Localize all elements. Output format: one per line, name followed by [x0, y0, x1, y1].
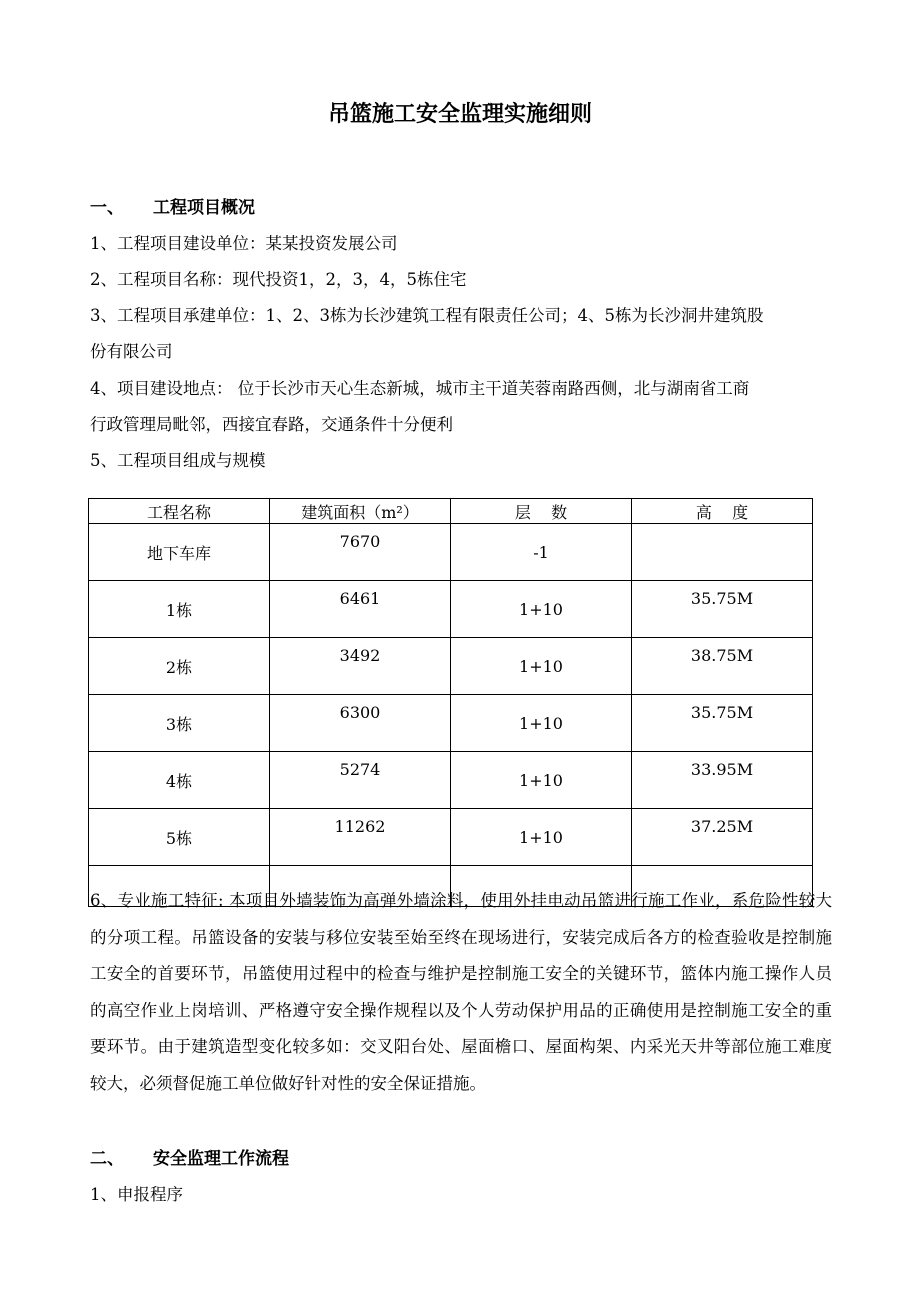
table-cell: 2栋 [89, 638, 270, 695]
header-cell: 工程名称 [89, 499, 270, 524]
section-label: 安全监理工作流程 [153, 1149, 289, 1169]
table-cell: 11262 [270, 809, 451, 866]
table-cell: 3492 [270, 638, 451, 695]
header-cell: 层 数 [451, 499, 632, 524]
table-cell: 6300 [270, 695, 451, 752]
table-cell: 33.95M [632, 752, 813, 809]
header-cell: 高 度 [632, 499, 813, 524]
table-cell: 5274 [270, 752, 451, 809]
table-cell: 37.25M [632, 809, 813, 866]
section-heading-1 [90, 193, 255, 218]
table-cell: 3栋 [89, 695, 270, 752]
item-4: 4、项目建设地点： 位于长沙市天心生态新城，城市主干道芙蓉南路西侧，北与湖南省工商 [90, 379, 750, 398]
table-cell: 1+10 [451, 581, 632, 638]
table-cell: 35.75M [632, 581, 813, 638]
table-row [89, 581, 813, 638]
item-3: 3、工程项目承建单位：1、2、3栋为长沙建筑工程有限责任公司；4、5栋为长沙洞井建筑股 [90, 306, 764, 325]
table-cell: 6461 [270, 581, 451, 638]
table-row [89, 695, 813, 752]
table-cell: -1 [451, 524, 632, 581]
item-1: 1、工程项目建设单位：某某投资发展公司 [90, 234, 398, 253]
section-label: 工程项目概况 [153, 198, 255, 218]
table-cell: 35.75M [632, 695, 813, 752]
project-scale-table [88, 498, 813, 907]
table-cell [632, 524, 813, 581]
item-2: 2、工程项目名称：现代投资1，2，3，4，5栋住宅 [90, 270, 467, 289]
item-6-paragraph: 6、专业施工特征: 本项目外墙装饰为高弹外墙涂料，使用外挂电动吊篮进行施工作业，系危险性较大的分项工程。吊篮设备的安装与移位安装至始至终在现场进行，安装完成后各方的检查验收是控制施工安全的首要环节，吊篮使用过程中的检查与维护是控制施工安全的关键环节，篮体内施工操作人员的高空作业上岗培训、严格遵守安全操作规程以及个人劳动保护用品的正确使用是控制施工安全的重要环节。由于建筑造型变化较多如：交叉阳台处、屋面檐口、屋面构架、内采光天井等部位施工难度较大，必须督促施工单位做好针对性的安全保证措施。 [90, 891, 832, 1093]
section-heading-2 [90, 1144, 289, 1169]
table-row [89, 809, 813, 866]
table-row [89, 752, 813, 809]
header-cell: 建筑面积（m²） [270, 499, 451, 524]
table-cell: 地下车库 [89, 524, 270, 581]
item-4-cont: 行政管理局毗邻，西接宜春路，交通条件十分便利 [90, 415, 453, 434]
table-header-row [89, 499, 813, 524]
table-cell: 1+10 [451, 809, 632, 866]
table-cell: 1+10 [451, 638, 632, 695]
item-declare: 1、申报程序 [90, 1185, 183, 1204]
table-cell: 4栋 [89, 752, 270, 809]
item-5: 5、工程项目组成与规模 [90, 451, 266, 470]
table-cell: 5栋 [89, 809, 270, 866]
table-row [89, 638, 813, 695]
table-cell: 7670 [270, 524, 451, 581]
table-cell: 1栋 [89, 581, 270, 638]
table-cell: 38.75M [632, 638, 813, 695]
item-3-cont: 份有限公司 [90, 342, 173, 361]
table-cell: 1+10 [451, 752, 632, 809]
section-number: 一、 [90, 198, 124, 218]
table-row [89, 524, 813, 581]
document-title: 吊篮施工安全监理实施细则 [327, 102, 592, 127]
table-cell: 1+10 [451, 695, 632, 752]
section-number: 二、 [90, 1149, 124, 1169]
